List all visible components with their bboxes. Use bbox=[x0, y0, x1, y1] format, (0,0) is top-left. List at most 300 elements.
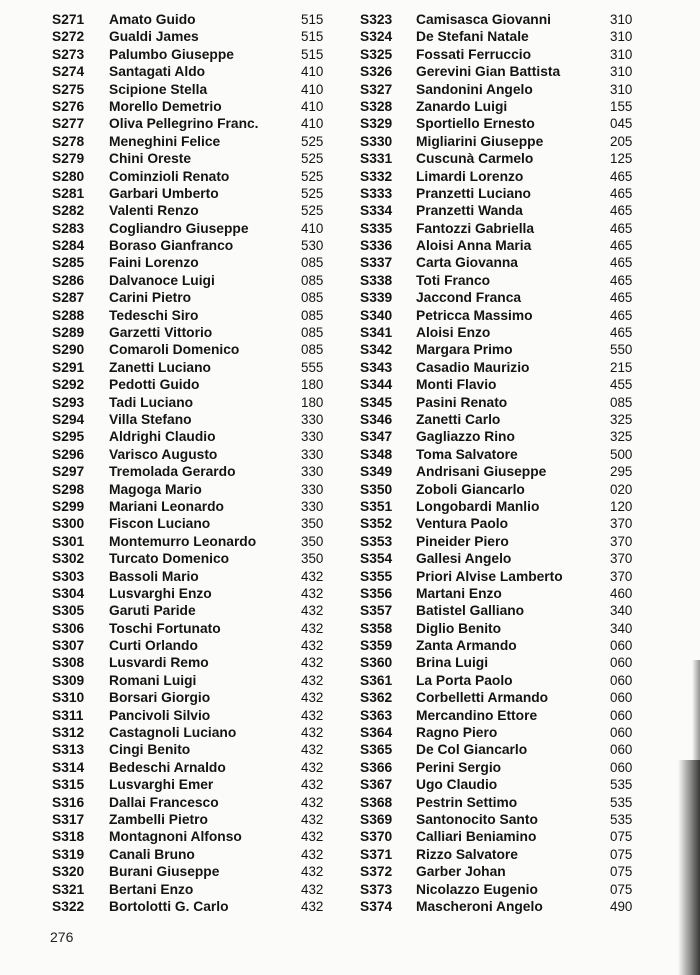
entry-number: 325 bbox=[610, 429, 633, 445]
entry-code: S302 bbox=[52, 551, 85, 567]
entry-number: 432 bbox=[301, 655, 324, 671]
entry-number: 340 bbox=[610, 603, 633, 619]
entry-code: S329 bbox=[360, 116, 393, 132]
entry-name: Comaroli Domenico bbox=[109, 342, 240, 358]
entry-number: 432 bbox=[301, 638, 324, 654]
entry-code: S358 bbox=[360, 620, 393, 636]
entry-code: S337 bbox=[360, 255, 393, 271]
entry-code: S296 bbox=[52, 446, 85, 462]
list-item bbox=[360, 446, 660, 463]
entry-code: S354 bbox=[360, 551, 393, 567]
entry-name: Toti Franco bbox=[416, 272, 491, 288]
page-edge-shadow bbox=[678, 760, 700, 975]
entry-name: Lusvarghi Emer bbox=[109, 777, 214, 793]
entry-code: S291 bbox=[52, 359, 85, 375]
entry-name: Aloisi Enzo bbox=[416, 325, 491, 341]
entry-number: 340 bbox=[610, 620, 633, 636]
entry-number: 500 bbox=[610, 446, 633, 462]
entry-code: S356 bbox=[360, 585, 393, 601]
entry-number: 410 bbox=[301, 116, 324, 132]
list-item bbox=[360, 689, 660, 706]
entry-number: 060 bbox=[610, 672, 633, 688]
list-item bbox=[52, 394, 342, 411]
entry-name: Meneghini Felice bbox=[109, 133, 221, 149]
entry-number: 350 bbox=[301, 551, 324, 567]
list-item bbox=[52, 272, 342, 289]
entry-code: S363 bbox=[360, 707, 393, 723]
entry-name: Zanardo Luigi bbox=[416, 98, 508, 114]
entry-number: 465 bbox=[610, 203, 633, 219]
list-item bbox=[52, 341, 342, 358]
list-item bbox=[360, 498, 660, 515]
list-item bbox=[360, 637, 660, 654]
entry-code: S332 bbox=[360, 168, 393, 184]
entry-number: 205 bbox=[610, 133, 633, 149]
entry-code: S283 bbox=[52, 220, 85, 236]
entry-number: 330 bbox=[301, 411, 324, 427]
entry-name: Pancivoli Silvio bbox=[109, 707, 211, 723]
entry-code: S321 bbox=[52, 881, 85, 897]
entry-name: Mercandino Ettore bbox=[416, 707, 538, 723]
list-item bbox=[52, 98, 342, 115]
entry-name: Pestrin Settimo bbox=[416, 794, 518, 810]
list-item bbox=[360, 115, 660, 132]
entry-name: Toma Salvatore bbox=[416, 446, 518, 462]
entry-code: S342 bbox=[360, 342, 393, 358]
entry-code: S371 bbox=[360, 846, 393, 862]
list-item bbox=[52, 741, 342, 758]
list-item bbox=[360, 428, 660, 445]
entry-number: 060 bbox=[610, 742, 633, 758]
entry-number: 432 bbox=[301, 603, 324, 619]
entry-name: Martani Enzo bbox=[416, 585, 502, 601]
list-item bbox=[52, 550, 342, 567]
entry-number: 465 bbox=[610, 307, 633, 323]
entry-code: S370 bbox=[360, 829, 393, 845]
list-item bbox=[360, 741, 660, 758]
entry-code: S314 bbox=[52, 759, 85, 775]
entry-number: 330 bbox=[301, 429, 324, 445]
entry-name: Calliari Beniamino bbox=[416, 829, 537, 845]
entry-name: Curti Orlando bbox=[109, 638, 198, 654]
entry-number: 465 bbox=[610, 325, 633, 341]
list-item bbox=[52, 254, 342, 271]
entry-number: 465 bbox=[610, 238, 633, 254]
entry-code: S293 bbox=[52, 394, 85, 410]
entry-name: Bertani Enzo bbox=[109, 881, 194, 897]
entry-name: Borsari Giorgio bbox=[109, 690, 211, 706]
entry-code: S277 bbox=[52, 116, 85, 132]
list-item bbox=[360, 515, 660, 532]
list-item bbox=[52, 463, 342, 480]
entry-name: Zanetti Luciano bbox=[109, 359, 211, 375]
entry-number: 060 bbox=[610, 725, 633, 741]
entry-number: 465 bbox=[610, 255, 633, 271]
entry-number: 432 bbox=[301, 725, 324, 741]
entry-code: S300 bbox=[52, 516, 85, 532]
entry-name: Camisasca Giovanni bbox=[416, 12, 551, 27]
list-item bbox=[360, 411, 660, 428]
list-item bbox=[52, 307, 342, 324]
entry-number: 432 bbox=[301, 777, 324, 793]
entry-name: Dallai Francesco bbox=[109, 794, 219, 810]
list-item bbox=[52, 881, 342, 898]
entry-code: S304 bbox=[52, 585, 85, 601]
entry-number: 535 bbox=[610, 777, 633, 793]
left-column bbox=[52, 11, 342, 915]
entry-number: 432 bbox=[301, 864, 324, 880]
entry-number: 530 bbox=[301, 238, 324, 254]
entry-name: Castagnoli Luciano bbox=[109, 725, 237, 741]
entry-code: S281 bbox=[52, 185, 85, 201]
list-item bbox=[52, 602, 342, 619]
entry-number: 465 bbox=[610, 290, 633, 306]
list-item bbox=[360, 481, 660, 498]
entry-code: S345 bbox=[360, 394, 393, 410]
list-item bbox=[360, 898, 660, 915]
entry-code: S303 bbox=[52, 568, 85, 584]
entry-name: Gerevini Gian Battista bbox=[416, 64, 561, 80]
entry-name: Garbari Umberto bbox=[109, 185, 219, 201]
list-item bbox=[360, 307, 660, 324]
entry-code: S317 bbox=[52, 811, 85, 827]
entry-name: Cogliandro Giuseppe bbox=[109, 220, 249, 236]
entry-name: Margara Primo bbox=[416, 342, 513, 358]
entry-number: 060 bbox=[610, 638, 633, 654]
entry-name: Mariani Leonardo bbox=[109, 498, 224, 514]
list-item bbox=[52, 846, 342, 863]
list-item bbox=[360, 28, 660, 45]
entry-number: 060 bbox=[610, 759, 633, 775]
entry-number: 370 bbox=[610, 516, 633, 532]
entry-code: S282 bbox=[52, 203, 85, 219]
entry-number: 432 bbox=[301, 707, 324, 723]
entry-code: S311 bbox=[52, 707, 84, 723]
list-item bbox=[360, 863, 660, 880]
list-item bbox=[52, 585, 342, 602]
entry-name: Garuti Paride bbox=[109, 603, 196, 619]
list-item bbox=[360, 585, 660, 602]
entry-number: 432 bbox=[301, 672, 324, 688]
list-item bbox=[360, 550, 660, 567]
list-item bbox=[52, 689, 342, 706]
entry-name: Corbelletti Armando bbox=[416, 690, 549, 706]
entry-name: Zoboli Giancarlo bbox=[416, 481, 525, 497]
list-item bbox=[360, 289, 660, 306]
entry-number: 432 bbox=[301, 794, 324, 810]
entry-code: S328 bbox=[360, 98, 393, 114]
entry-number: 155 bbox=[610, 98, 633, 114]
entry-name: Fossati Ferruccio bbox=[416, 46, 532, 62]
entry-number: 120 bbox=[610, 498, 633, 514]
list-item bbox=[52, 11, 342, 28]
entry-name: Oliva Pellegrino Franc. bbox=[109, 116, 259, 132]
entry-number: 432 bbox=[301, 742, 324, 758]
entry-code: S349 bbox=[360, 464, 393, 480]
entry-number: 432 bbox=[301, 846, 324, 862]
entry-number: 370 bbox=[610, 568, 633, 584]
entry-name: Andrisani Giuseppe bbox=[416, 464, 547, 480]
entry-name: Petricca Massimo bbox=[416, 307, 533, 323]
list-item bbox=[52, 376, 342, 393]
entry-number: 410 bbox=[301, 64, 324, 80]
list-item bbox=[360, 324, 660, 341]
entry-number: 085 bbox=[301, 325, 324, 341]
list-item bbox=[52, 133, 342, 150]
list-item bbox=[52, 202, 342, 219]
entry-number: 310 bbox=[610, 46, 633, 62]
list-item bbox=[52, 672, 342, 689]
entry-number: 125 bbox=[610, 151, 633, 167]
entry-name: Priori Alvise Lamberto bbox=[416, 568, 563, 584]
entry-number: 060 bbox=[610, 655, 633, 671]
page-number: 276 bbox=[50, 929, 74, 945]
entry-code: S350 bbox=[360, 481, 393, 497]
entry-name: Chini Oreste bbox=[109, 151, 192, 167]
entry-code: S355 bbox=[360, 568, 393, 584]
entry-name: Carini Pietro bbox=[109, 290, 192, 306]
entry-name: Dalvanoce Luigi bbox=[109, 272, 215, 288]
entry-name: Nicolazzo Eugenio bbox=[416, 881, 538, 897]
list-item bbox=[52, 81, 342, 98]
list-item bbox=[52, 220, 342, 237]
entry-code: S364 bbox=[360, 725, 393, 741]
entry-number: 310 bbox=[610, 12, 633, 27]
entry-number: 550 bbox=[610, 342, 633, 358]
entry-number: 180 bbox=[301, 377, 324, 393]
list-item bbox=[52, 411, 342, 428]
entry-number: 370 bbox=[610, 551, 633, 567]
list-item bbox=[360, 98, 660, 115]
entry-number: 465 bbox=[610, 272, 633, 288]
entry-number: 460 bbox=[610, 585, 633, 601]
entry-name: Ragno Piero bbox=[416, 725, 498, 741]
entry-name: Cingi Benito bbox=[109, 742, 191, 758]
entry-name: Brina Luigi bbox=[416, 655, 489, 671]
list-item bbox=[360, 707, 660, 724]
entry-name: Garzetti Vittorio bbox=[109, 325, 213, 341]
list-item bbox=[52, 237, 342, 254]
entry-number: 432 bbox=[301, 898, 324, 914]
entry-name: Varisco Augusto bbox=[109, 446, 218, 462]
list-item bbox=[360, 776, 660, 793]
entry-number: 350 bbox=[301, 533, 324, 549]
entry-code: S327 bbox=[360, 81, 393, 97]
entry-name: Canali Bruno bbox=[109, 846, 195, 862]
entry-name: Montagnoni Alfonso bbox=[109, 829, 242, 845]
entry-name: Aloisi Anna Maria bbox=[416, 238, 532, 254]
entry-code: S324 bbox=[360, 29, 393, 45]
entry-name: Sportiello Ernesto bbox=[416, 116, 535, 132]
entry-number: 180 bbox=[301, 394, 324, 410]
entry-number: 045 bbox=[610, 116, 633, 132]
entry-name: Limardi Lorenzo bbox=[416, 168, 524, 184]
entry-name: Jaccond Franca bbox=[416, 290, 522, 306]
entry-number: 432 bbox=[301, 690, 324, 706]
list-item bbox=[360, 202, 660, 219]
list-item bbox=[360, 602, 660, 619]
entry-code: S274 bbox=[52, 64, 85, 80]
entry-code: S285 bbox=[52, 255, 85, 271]
entry-number: 525 bbox=[301, 133, 324, 149]
entry-code: S306 bbox=[52, 620, 85, 636]
entry-name: Carta Giovanna bbox=[416, 255, 518, 271]
list-item bbox=[360, 185, 660, 202]
entry-code: S348 bbox=[360, 446, 393, 462]
list-item bbox=[360, 376, 660, 393]
list-item bbox=[360, 533, 660, 550]
list-item bbox=[52, 794, 342, 811]
list-item bbox=[360, 828, 660, 845]
entry-number: 060 bbox=[610, 707, 633, 723]
entry-name: Batistel Galliano bbox=[416, 603, 525, 619]
entry-name: Burani Giuseppe bbox=[109, 864, 220, 880]
list-item bbox=[52, 63, 342, 80]
entry-code: S359 bbox=[360, 638, 393, 654]
entry-number: 515 bbox=[301, 29, 324, 45]
entry-name: Zanta Armando bbox=[416, 638, 517, 654]
entry-name: Migliarini Giuseppe bbox=[416, 133, 544, 149]
entry-code: S312 bbox=[52, 725, 85, 741]
list-item bbox=[360, 150, 660, 167]
entry-code: S299 bbox=[52, 498, 85, 514]
entry-code: S279 bbox=[52, 151, 85, 167]
entry-number: 432 bbox=[301, 881, 324, 897]
entry-number: 330 bbox=[301, 481, 324, 497]
list-item bbox=[360, 237, 660, 254]
entry-code: S284 bbox=[52, 238, 85, 254]
list-item bbox=[52, 428, 342, 445]
entry-name: Lusvarghi Enzo bbox=[109, 585, 212, 601]
entry-code: S315 bbox=[52, 777, 85, 793]
entry-number: 432 bbox=[301, 568, 324, 584]
list-item bbox=[360, 11, 660, 28]
entry-name: Faini Lorenzo bbox=[109, 255, 199, 271]
entry-code: S331 bbox=[360, 151, 393, 167]
entry-number: 325 bbox=[610, 411, 633, 427]
entry-number: 432 bbox=[301, 829, 324, 845]
entry-name: Romani Luigi bbox=[109, 672, 197, 688]
entry-number: 310 bbox=[610, 64, 633, 80]
entry-code: S339 bbox=[360, 290, 393, 306]
list-item bbox=[360, 881, 660, 898]
entry-number: 535 bbox=[610, 794, 633, 810]
entry-number: 410 bbox=[301, 98, 324, 114]
entry-number: 515 bbox=[301, 46, 324, 62]
entry-number: 525 bbox=[301, 185, 324, 201]
list-item bbox=[52, 515, 342, 532]
list-item bbox=[52, 898, 342, 915]
entry-name: Turcato Domenico bbox=[109, 551, 230, 567]
entry-number: 535 bbox=[610, 811, 633, 827]
entry-name: Gualdi James bbox=[109, 29, 199, 45]
entry-name: Sandonini Angelo bbox=[416, 81, 533, 97]
entry-number: 075 bbox=[610, 846, 633, 862]
entry-code: S305 bbox=[52, 603, 85, 619]
entry-code: S271 bbox=[52, 12, 85, 27]
entry-name: Zambelli Pietro bbox=[109, 811, 208, 827]
entry-number: 525 bbox=[301, 203, 324, 219]
entry-code: S322 bbox=[52, 898, 85, 914]
entry-code: S340 bbox=[360, 307, 393, 323]
entry-name: Perini Sergio bbox=[416, 759, 502, 775]
list-item bbox=[360, 463, 660, 480]
list-item bbox=[360, 220, 660, 237]
entry-number: 465 bbox=[610, 168, 633, 184]
list-item bbox=[360, 341, 660, 358]
entry-name: Bortolotti G. Carlo bbox=[109, 898, 229, 914]
entry-code: S289 bbox=[52, 325, 85, 341]
entry-code: S295 bbox=[52, 429, 85, 445]
entry-number: 555 bbox=[301, 359, 324, 375]
list-item bbox=[52, 168, 342, 185]
right-column bbox=[360, 11, 660, 915]
entry-name: Bassoli Mario bbox=[109, 568, 199, 584]
entry-code: S369 bbox=[360, 811, 393, 827]
entry-name: Ventura Paolo bbox=[416, 516, 509, 532]
list-item bbox=[52, 46, 342, 63]
entry-name: Morello Demetrio bbox=[109, 98, 222, 114]
entry-number: 330 bbox=[301, 446, 324, 462]
entry-number: 020 bbox=[610, 481, 633, 497]
entry-number: 075 bbox=[610, 864, 633, 880]
entry-name: Diglio Benito bbox=[416, 620, 502, 636]
entry-name: Santonocito Santo bbox=[416, 811, 538, 827]
entry-name: Gallesi Angelo bbox=[416, 551, 512, 567]
entry-number: 085 bbox=[301, 255, 324, 271]
entry-name: De Col Giancarlo bbox=[416, 742, 528, 758]
entry-number: 085 bbox=[301, 290, 324, 306]
list-item bbox=[360, 394, 660, 411]
entry-code: S336 bbox=[360, 238, 393, 254]
entry-number: 295 bbox=[610, 464, 633, 480]
entry-code: S318 bbox=[52, 829, 85, 845]
entry-name: Tremolada Gerardo bbox=[109, 464, 236, 480]
entry-code: S373 bbox=[360, 881, 393, 897]
entry-name: Magoga Mario bbox=[109, 481, 202, 497]
entry-code: S362 bbox=[360, 690, 393, 706]
entry-number: 085 bbox=[301, 307, 324, 323]
entry-number: 432 bbox=[301, 811, 324, 827]
entry-name: Casadio Maurizio bbox=[416, 359, 530, 375]
entry-code: S367 bbox=[360, 777, 393, 793]
list-item bbox=[360, 724, 660, 741]
entry-number: 370 bbox=[610, 533, 633, 549]
list-item bbox=[52, 185, 342, 202]
entry-number: 525 bbox=[301, 168, 324, 184]
entry-number: 515 bbox=[301, 12, 324, 27]
entry-code: S275 bbox=[52, 81, 85, 97]
entry-name: Valenti Renzo bbox=[109, 203, 199, 219]
entry-name: Cuscunà Carmelo bbox=[416, 151, 534, 167]
entry-number: 330 bbox=[301, 464, 324, 480]
entry-code: S292 bbox=[52, 377, 85, 393]
list-item bbox=[360, 568, 660, 585]
list-item bbox=[360, 759, 660, 776]
entry-code: S287 bbox=[52, 290, 85, 306]
list-item bbox=[360, 168, 660, 185]
entry-code: S319 bbox=[52, 846, 85, 862]
list-item bbox=[52, 150, 342, 167]
entry-name: Pranzetti Luciano bbox=[416, 185, 531, 201]
list-item bbox=[360, 811, 660, 828]
entry-name: Bedeschi Arnaldo bbox=[109, 759, 226, 775]
entry-name: Zanetti Carlo bbox=[416, 411, 501, 427]
entry-number: 410 bbox=[301, 81, 324, 97]
entry-code: S344 bbox=[360, 377, 393, 393]
entry-code: S309 bbox=[52, 672, 85, 688]
entry-code: S374 bbox=[360, 898, 393, 914]
